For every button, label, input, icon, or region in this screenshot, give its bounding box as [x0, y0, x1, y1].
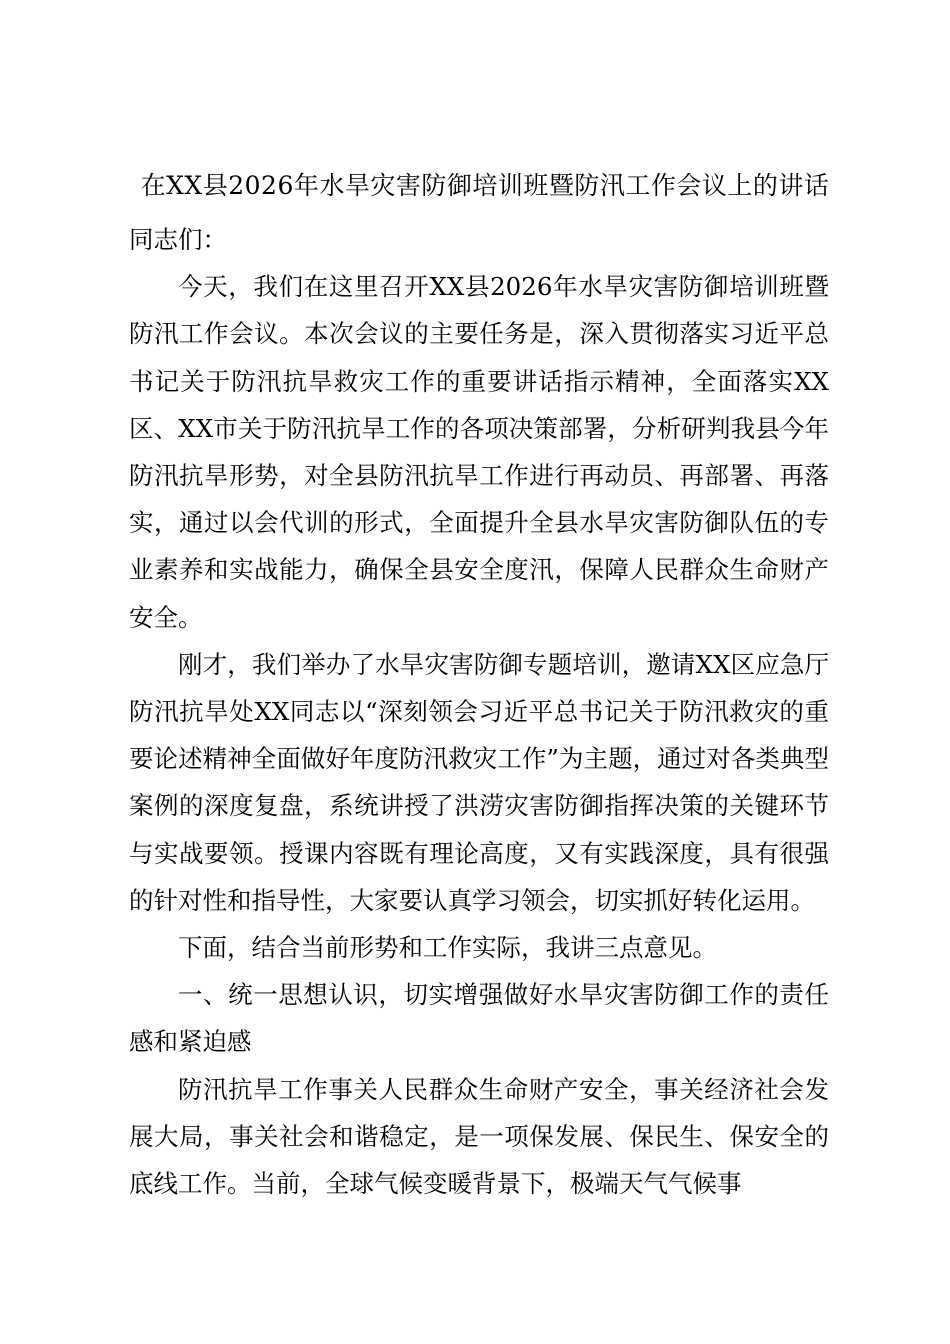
paragraph-section-1: 防汛抗旱工作事关人民群众生命财产安全，事关经济社会发展大局，事关社会和谐稳定，是一项保发展、保民生、保安全的底线工作。当前，全球气候变暖背景下，极端天气气候事	[129, 1074, 829, 1199]
section-heading-1: 一、统一思想认识，切实增强做好水旱灾害防御工作的责任感和紧迫感	[129, 980, 829, 1057]
salutation: 同志们：	[129, 225, 227, 254]
paragraph-training: 刚才，我们举办了水旱灾害防御专题培训，邀请XX区应急厅防汛抗旱处XX同志以“深刻领会习近平总书记关于防汛救灾的重要论述精神全面做好年度防汛救灾工作”为主题，通过对各类典型案例的深度复盘，系统讲授了洪涝灾害防御指挥决策的关键环节与实战要领。授课内容既有理论高度，又有实践深度，具有很强的针对性和指导性，大家要认真学习领会，切实抓好转化运用。	[129, 649, 829, 915]
paragraph-opening: 今天，我们在这里召开XX县2026年水旱灾害防御培训班暨防汛工作会议。本次会议的主要任务是，深入贯彻落实习近平总书记关于防汛抗旱救灾工作的重要讲话指示精神，全面落实XX区、XX市关于防汛抗旱工作的各项决策部署，分析研判我县今年防汛抗旱形势，对全县防汛抗旱工作进行再动员、再部署、再落实，通过以会代训的形式，全面提升全县水旱灾害防御队伍的专业素养和实战能力，确保全县安全度汛，保障人民群众生命财产安全。	[129, 272, 829, 632]
document-body	[129, 216, 829, 1207]
document-title: 在XX县2026年水旱灾害防御培训班暨防汛工作会议上的讲话	[140, 171, 830, 200]
paragraph-transition: 下面，结合当前形势和工作实际，我讲三点意见。	[178, 933, 717, 963]
